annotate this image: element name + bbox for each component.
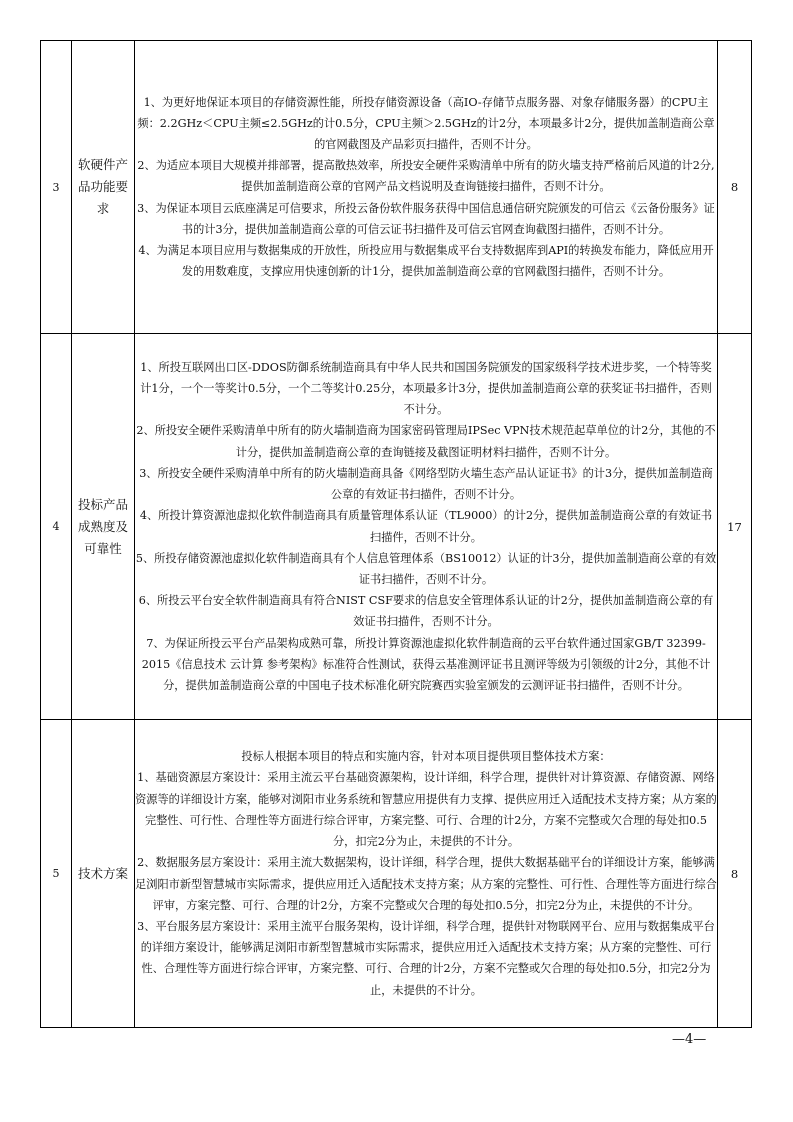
content-paragraph: 2、为适应本项目大规模并排部署，提高散热效率，所投安全硬件采购清单中所有的防火墙支持严格前后风道的计2分,提供加盖制造商公章的官网产品文档说明及查询链接扫描件，否则不计分。: [137, 159, 715, 194]
content-paragraph: 1、基础资源层方案设计：采用主流云平台基础资源架构，设计详细，科学合理，提供针对计算资源、存储资源、网络资源等的详细设计方案，能够对浏阳市业务系统和智慧应用提供有力支撑、提供应用迁入适配技术支持方案；从方案的完整性、可行性、合理性等方面进行综合评审，方案完整、可行、合理的计2分，方案不完整或欠合理的每处扣0.5分，扣完2分为止，未提供的不计分。: [135, 771, 717, 849]
criterion-name: 技术方案: [72, 720, 135, 1028]
content-paragraph: 2、所投安全硬件采购清单中所有的防火墙制造商为国家密码管理局IPSec VPN技术规范起草单位的计2分，其他的不计分，提供加盖制造商公章的查询链接及截图证明材料扫描件，否则不计分。: [136, 424, 716, 459]
content-paragraph: 1、为更好地保证本项目的存储资源性能，所投存储资源设备（高IO-存储节点服务器、对象存储服务器）的CPU主频：2.2GHz＜CPU主频≤2.5GHz的计0.5分，CPU主频＞2.5GHz的计2分，本项最多计2分，提供加盖制造商公章的官网截图及产品彩页扫描件，否则不计分。: [137, 95, 715, 151]
content-paragraph: 1、所投互联网出口区-DDOS防御系统制造商具有中华人民共和国国务院颁发的国家级科学技术进步奖，一个特等奖计1分，一个一等奖计0.5分，一个二等奖计0.25分，本项最多计3分，提供加盖制造商公章的获奖证书扫描件，否则不计分。: [140, 360, 712, 417]
content-paragraph: 3、为保证本项目云底座满足可信要求，所投云备份软件服务获得中国信息通信研究院颁发的可信云《云备份服务》证书的计3分，提供加盖制造商公章的可信云证书扫描件及可信云官网查询截图扫描件，否则不计分。: [137, 201, 715, 236]
table-row-item-5: [41, 720, 752, 1028]
content-paragraph: 3、所投安全硬件采购清单中所有的防火墙制造商具备《网络型防火墙生态产品认证证书》的计3分，提供加盖制造商公章的有效证书扫描件，否则不计分。: [139, 466, 713, 502]
criterion-score: 17: [718, 334, 752, 720]
content-paragraph: 3、平台服务层方案设计：采用主流平台服务架构，设计详细，科学合理，提供针对物联网平台、应用与数据集成平台的详细方案设计，能够满足浏阳市新型智慧城市实际需求，提供应用迁入适配技术支持方案；从方案的完整性、可行性、合理性等方面进行综合评审，方案完整、可行、合理的计2分，方案不完整或欠合理的每处扣0.5分，扣完2分为止，未提供的不计分。: [137, 919, 715, 997]
table-row-item-4: [41, 334, 752, 720]
row-number: 4: [41, 334, 72, 720]
criterion-content: [135, 41, 718, 334]
scoring-table: [40, 40, 752, 1028]
criterion-content: [135, 334, 718, 720]
content-paragraph: 4、所投计算资源池虚拟化软件制造商具有质量管理体系认证（TL9000）的计2分，提供加盖制造商公章的有效证书扫描件，否则不计分。: [139, 509, 713, 544]
content-paragraph: 投标人根据本项目的特点和实施内容，针对本项目提供项目整体技术方案：: [241, 750, 611, 764]
criterion-score: 8: [718, 720, 752, 1028]
page-number: —4—: [672, 1032, 707, 1047]
content-paragraph: 5、所投存储资源池虚拟化软件制造商具有个人信息管理体系（BS10012）认证的计3分，提供加盖制造商公章的有效证书扫描件，否则不计分。: [135, 551, 717, 586]
criterion-score: 8: [718, 41, 752, 334]
content-paragraph: 4、为满足本项目应用与数据集成的开放性，所投应用与数据集成平台支持数据库到API的转换发布能力，降低应用开发的用数难度，支撑应用快速创新的计1分，提供加盖制造商公章的官网截图扫描件，否则不计分。: [138, 244, 714, 279]
criterion-content: [135, 720, 718, 1028]
criterion-name: 投标产品成熟度及可靠性: [72, 334, 135, 720]
criterion-name: 软硬件产品功能要求: [72, 41, 135, 334]
content-paragraph: 7、为保证所投云平台产品架构成熟可靠，所投计算资源池虚拟化软件制造商的云平台软件通过国家GB/T 32399-2015《信息技术 云计算 参考架构》标准符合性测试，获得云基准测评证书且测评等级为引领级的计2分，其他不计分，提供加盖制造商公章的中国电子技术标准化研究院赛西实验室颁发的云测评证书扫描件，否则不计分。: [141, 636, 711, 692]
content-paragraph: 6、所投云平台安全软件制造商具有符合NIST CSF要求的信息安全管理体系认证的计2分，提供加盖制造商公章的有效证书扫描件，否则不计分。: [138, 594, 714, 629]
row-number: 5: [41, 720, 72, 1028]
content-paragraph: 2、数据服务层方案设计：采用主流大数据架构，设计详细，科学合理，提供大数据基础平台的详细设计方案，能够满足浏阳市新型智慧城市实际需求，提供应用迁入适配技术支持方案；从方案的完整性、可行性、合理性等方面进行综合评审，方案完整、可行、合理的计2分，方案不完整或欠合理的每处扣0.5分，扣完2分为止，未提供的不计分。: [135, 856, 717, 912]
table-row-item-3: [41, 41, 752, 334]
row-number: 3: [41, 41, 72, 334]
